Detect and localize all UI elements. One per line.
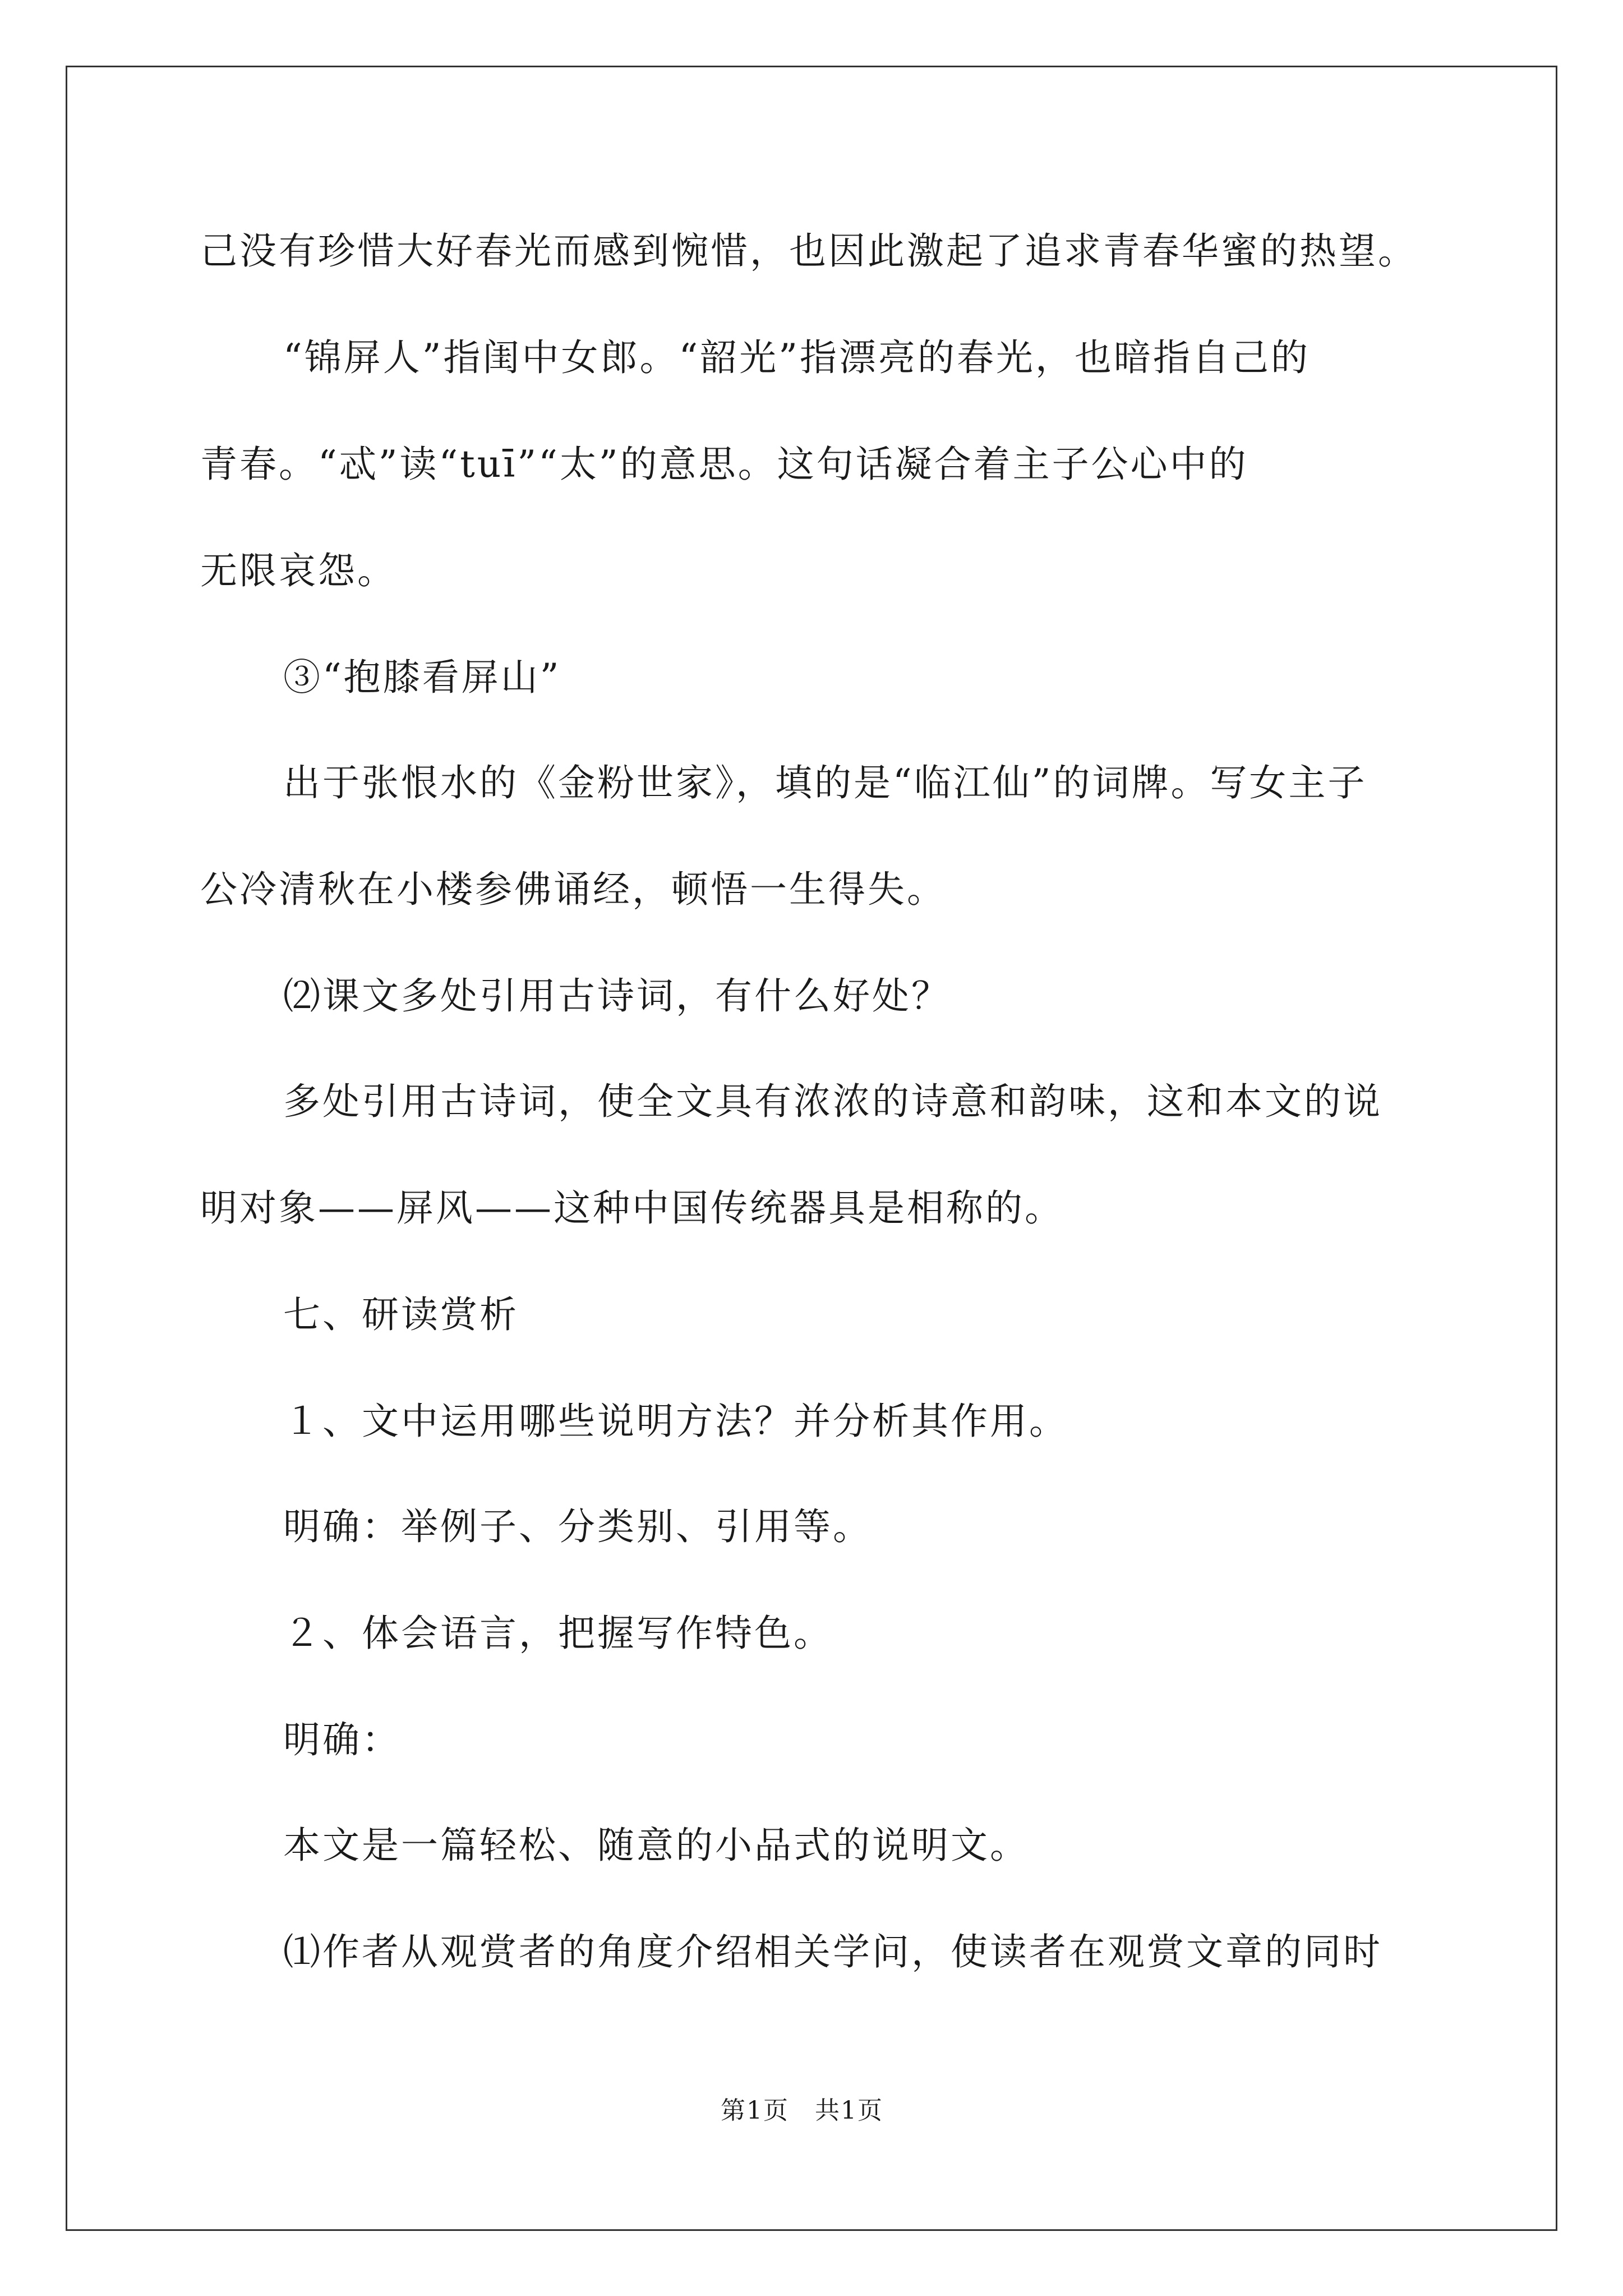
text-line: “锦屏人”指闺中女郎。“韶光”指漂亮的春光，也暗指自己的 [283, 336, 1310, 379]
text-line: 无限哀怨。 [200, 549, 396, 592]
page-border [66, 66, 1557, 2231]
text-line: ⑵课文多处引用古诗词，有什么好处？ [283, 974, 951, 1018]
text-line: 多处引用古诗词，使全文具有浓浓的诗意和韵味，这和本文的说 [283, 1080, 1382, 1123]
text-line: ２、体会语言，把握写作特色。 [283, 1612, 833, 1655]
section-heading: 七、研读赏析 [283, 1293, 519, 1336]
text-line: 明确： [283, 1718, 401, 1761]
page-number-footer: 第1页 共1页 [721, 2096, 883, 2125]
text-line: 出于张恨水的《金粉世家》，填的是“临江仙”的词牌。写女主子 [283, 761, 1367, 804]
text-line: 本文是一篇轻松、随意的小品式的说明文。 [283, 1824, 1029, 1867]
text-line: 公冷清秋在小楼参佛诵经，顿悟一生得失。 [200, 868, 946, 911]
text-line: １、文中运用哪些说明方法？并分析其作用。 [283, 1400, 1068, 1443]
text-line: 明对象——屏风——这种中国传统器具是相称的。 [200, 1186, 1064, 1230]
text-line: ③“抱膝看屏山” [283, 656, 561, 699]
text-line: 明确：举例子、分类别、引用等。 [283, 1505, 872, 1548]
text-line: 青春。“忒”读“tuī”“太”的意思。这句话凝合着主子公心中的 [200, 443, 1248, 486]
text-line: 己没有珍惜大好春光而感到惋惜，也因此激起了追求青春华蜜的热望。 [200, 229, 1417, 273]
text-line: ⑴作者从观赏者的角度介绍相关学问，使读者在观赏文章的同时 [283, 1930, 1382, 1973]
